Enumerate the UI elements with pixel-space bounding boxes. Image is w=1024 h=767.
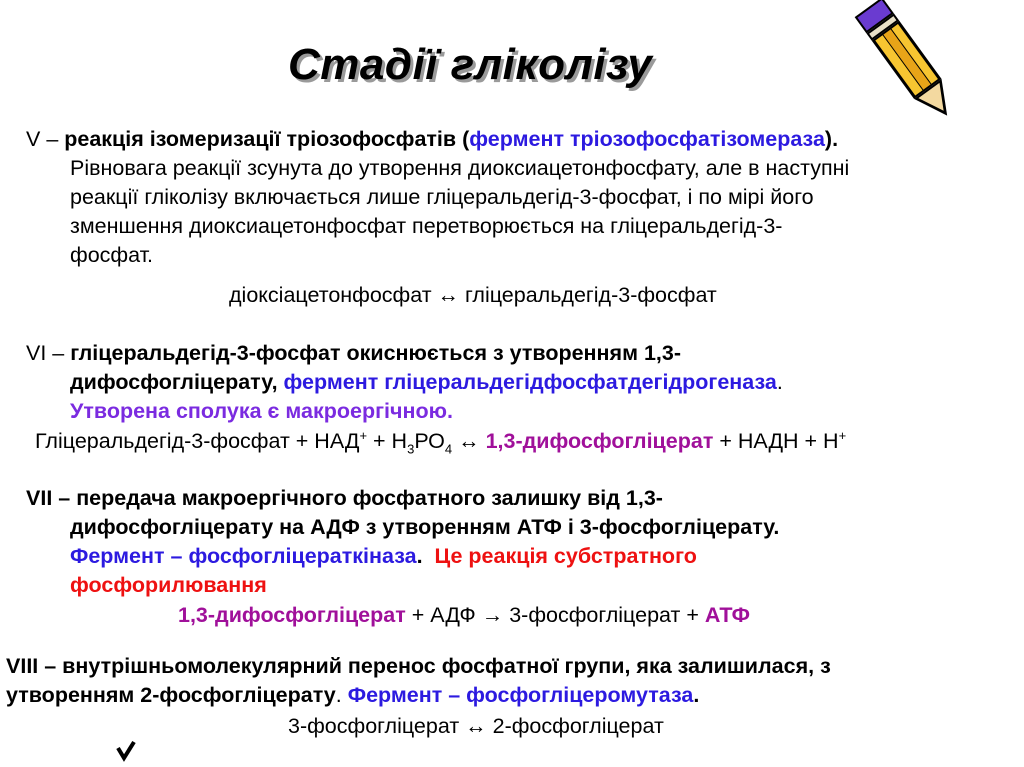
stage-7-line-1: VII – передача макроергічного фосфатного залишку від 1,3-	[26, 486, 663, 510]
stage-5-line-3: реакції гліколізу включається лише гліцеральдегід-3-фосфат, і по мірі його	[70, 185, 814, 209]
stage-5-line-2: Рівновага реакції зсунута до утворення диоксиацетонфосфату, але в наступні	[70, 156, 850, 180]
stage-5-block	[26, 125, 1016, 270]
stage-6-eq-part-3: РО	[414, 429, 445, 453]
stage-6-eq-sub-2: 4	[444, 441, 453, 457]
stage-8-line-2	[6, 681, 1021, 710]
stage-6-equation	[35, 427, 846, 456]
stage-7-block	[26, 484, 1016, 600]
stage-7-highlight-1: Це реакція субстратного	[434, 544, 697, 568]
stage-7-eq-product: АТФ	[704, 603, 751, 627]
stage-8-product: утворенням 2-фосфогліцерату	[6, 683, 336, 707]
stage-6-eq-sup-1: +	[359, 427, 368, 443]
stage-6-product: дифосфогліцерату,	[70, 370, 284, 394]
stage-5-line-5: фосфат.	[70, 243, 154, 267]
stage-5-body	[26, 154, 1016, 270]
stage-6-line-2	[26, 368, 1016, 397]
stage-6-eq-arrow: ↔	[452, 429, 486, 453]
stage-7-line-3	[26, 542, 1016, 571]
stage-6-heading: гліцеральдегід-3-фосфат окиснюється з утворенням 1,3-	[70, 341, 681, 365]
stage-8-line-2-end: .	[693, 683, 700, 707]
stage-7-highlight-2: фосфорилювання	[70, 573, 267, 597]
stage-8-equation: 3-фосфогліцерат ↔ 2-фосфогліцерат	[288, 714, 664, 738]
stage-6-eq-part-4: + НАДН + Н	[713, 429, 839, 453]
stage-5-line-1	[26, 125, 1016, 154]
stage-8-enzyme: Фермент – фосфогліцеромутаза	[347, 683, 694, 707]
stage-6-eq-sup-2: +	[838, 427, 847, 443]
stage-5-heading-end: ).	[824, 127, 839, 151]
stage-7-enzyme-end: .	[416, 544, 435, 568]
stage-5-enzyme: фермент тріозофосфатізомераза	[469, 127, 825, 151]
checkmark-icon	[116, 740, 136, 762]
pencil-icon	[848, 0, 968, 122]
stage-6-line-2-end: .	[776, 370, 783, 394]
stage-5-line-4: зменшення диоксиацетонфосфат перетворюється на гліцеральдегід-3-	[70, 214, 783, 238]
slide-title: Стадії гліколізу	[288, 40, 653, 89]
stage-7-eq-reactant: 1,3-дифосфогліцерат	[178, 603, 406, 627]
stage-6-numeral: VI –	[26, 341, 71, 365]
stage-6-eq-reactants: Гліцеральдегід-3-фосфат + НАД	[35, 429, 360, 453]
stage-6-eq-sub-1: 3	[407, 441, 415, 457]
stage-6-line-1	[26, 339, 1016, 368]
stage-7-equation	[178, 601, 750, 630]
stage-5-heading: реакція ізомеризації тріозофосфатів (	[64, 127, 470, 151]
stage-7-line-2: дифосфогліцерату на АДФ з утворенням АТФ і 3-фосфогліцерату.	[70, 515, 780, 539]
stage-6-eq-part-2: + Н	[367, 429, 408, 453]
stage-7-enzyme: Фермент – фосфогліцераткіназа	[70, 544, 417, 568]
stage-8-block	[6, 652, 1021, 710]
stage-8-separator: .	[335, 683, 348, 707]
stage-7-eq-middle: + АДФ → 3-фосфогліцерат +	[405, 603, 705, 627]
stage-8-line-1: VIII – внутрішньомолекулярний перенос фосфатної групи, яка залишилася, з	[6, 654, 831, 678]
stage-5-numeral: V –	[26, 127, 65, 151]
stage-6-eq-product: 1,3-дифосфогліцерат	[485, 429, 714, 453]
stage-6-block	[26, 339, 1016, 426]
stage-5-equation: діоксіацетонфосфат ↔ гліцеральдегід-3-фосфат	[229, 283, 717, 307]
stage-6-macro-note: Утворена сполука є макроергічною.	[70, 399, 453, 423]
stage-6-enzyme: фермент гліцеральдегідфосфатдегідрогеназа	[283, 370, 777, 394]
